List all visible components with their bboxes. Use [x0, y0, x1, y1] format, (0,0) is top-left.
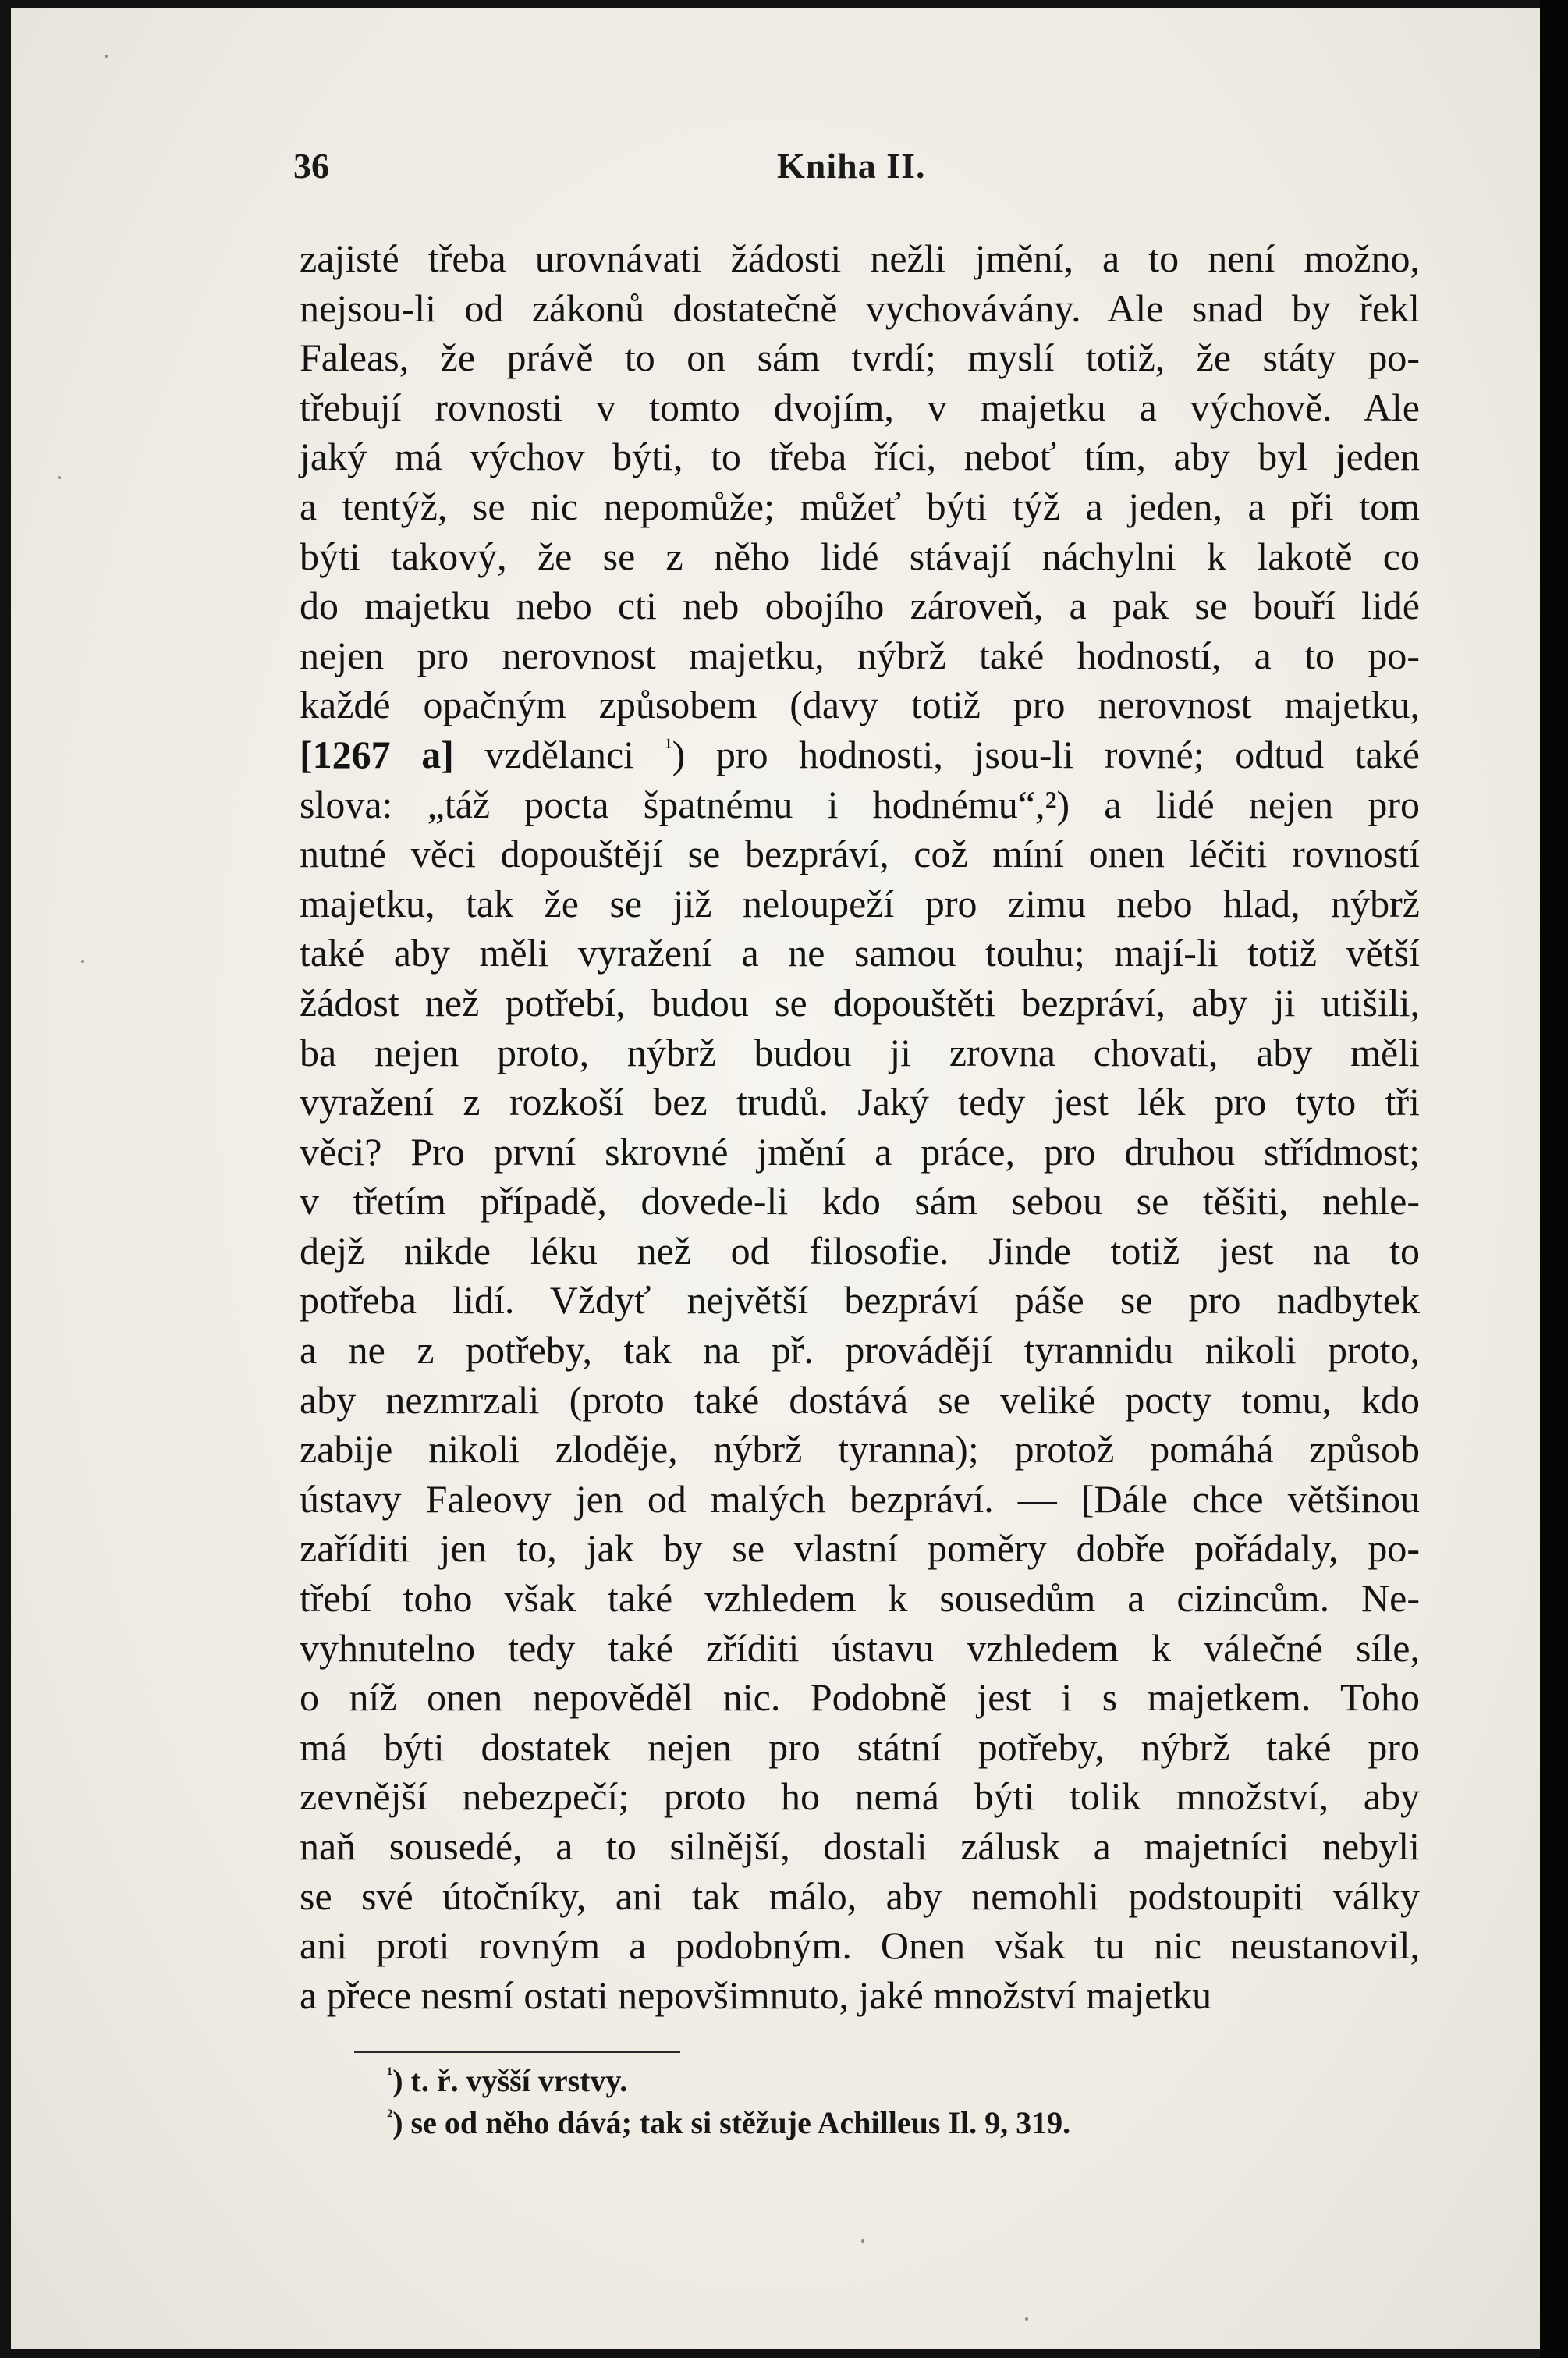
text-line: naň sousedé, a to silnější, dostali zálusk a majetníci nebyli	[300, 1824, 1420, 1868]
text-line: vyhnutelno tedy také zříditi ústavu vzhledem k válečné síle,	[300, 1625, 1420, 1670]
line-text: ) pro hodnosti, jsou-li rovné; odtud také	[672, 732, 1420, 776]
line-text: vzdělanci	[453, 732, 665, 776]
footnote-text: ) t. ř. vyšší vrstvy.	[392, 2063, 628, 2098]
scan-speck	[105, 55, 108, 58]
footnote-text: ) se od něho dává; tak si stěžuje Achilleus Il. 9, 319.	[392, 2105, 1071, 2140]
scan-speck	[58, 476, 61, 479]
text-line: a přece nesmí ostati nepovšimnuto, jaké množství majetku	[300, 1973, 1212, 2017]
footnote-mark: ²	[387, 2106, 393, 2127]
text-line: majetku, tak že se již neloupeží pro zimu nebo hlad, nýbrž	[300, 881, 1420, 925]
text-line: zabije nikoli zloděje, nýbrž tyranna); protož pomáhá způsob	[300, 1427, 1420, 1472]
footnote-mark: ¹	[387, 2064, 393, 2085]
scan-speck	[861, 2239, 864, 2243]
footnote-1	[387, 2060, 1401, 2102]
text-line: nejen pro nerovnost majetku, nýbrž také hodností, a to po-	[300, 633, 1420, 677]
text-line: také aby měli vyražení a ne samou touhu; mají-li totiž větší	[300, 931, 1420, 975]
text-line: dejž nikde léku než od filosofie. Jinde totiž jest na to	[300, 1228, 1420, 1273]
footnotes	[387, 2060, 1401, 2144]
text-line: zajisté třeba urovnávati žádosti nežli jmění, a to není možno,	[300, 236, 1420, 280]
text-line: býti takový, že se z něho lidé stávají náchylni k lakotě co	[300, 534, 1420, 578]
page-number: 36	[293, 146, 329, 186]
text-line: a tentýž, se nic nepomůže; můžeť býti týž a jeden, a při tom	[300, 484, 1420, 528]
text-line: žádost než potřebí, budou se dopouštěti bezpráví, aby ji utišili,	[300, 980, 1420, 1025]
text-line: ani proti rovným a podobným. Onen však tu nic neustanovil,	[300, 1923, 1420, 1968]
footnote-2	[387, 2102, 1401, 2144]
text-line: každé opačným způsobem (davy totiž pro nerovnost majetku,	[300, 683, 1420, 727]
text-line: a ne z potřeby, tak na př. provádějí tyrannidu nikoli proto,	[300, 1328, 1420, 1373]
scan-speck	[81, 960, 84, 963]
bekker-marginal-number: [1267 a]	[300, 732, 454, 776]
running-head	[11, 145, 1540, 192]
text-line: třebují rovnosti v tomto dvojím, v majetku a výchově. Ale	[300, 385, 1420, 429]
text-line: ba nejen proto, nýbrž budou ji zrovna chovati, aby měli	[300, 1030, 1420, 1074]
text-line-with-marginal	[300, 730, 1420, 780]
text-line: věci? Pro první skrovné jmění a práce, pro druhou střídmost;	[300, 1129, 1420, 1174]
text-line: o níž onen nepověděl nic. Podobně jest i s majetkem. Toho	[300, 1675, 1420, 1720]
footnote-rule	[354, 2051, 680, 2053]
text-line: se své útočníky, ani tak málo, aby nemohli podstoupiti války	[300, 1873, 1420, 1918]
text-line: aby nezmrzali (proto také dostává se veliké pocty tomu, kdo	[300, 1377, 1420, 1422]
text-line: slova: „táž pocta špatnému i hodnému“,²) a lidé nejen pro	[300, 782, 1420, 826]
book-title: Kniha II.	[777, 146, 926, 186]
text-line: třebí toho však také vzhledem k sousedům a cizincům. Ne-	[300, 1576, 1420, 1621]
text-line: nejsou-li od zákonů dostatečně vychovávány. Ale snad by řekl	[300, 286, 1420, 330]
text-line: potřeba lidí. Vždyť největší bezpráví páše se pro nadbytek	[300, 1278, 1420, 1323]
footnote-ref: ¹	[665, 733, 672, 760]
scan-right-edge	[1540, 0, 1568, 2358]
text-line: jaký má výchov býti, to třeba říci, neboť tím, aby byl jeden	[300, 435, 1420, 479]
text-line: má býti dostatek nejen pro státní potřeby, nýbrž také pro	[300, 1724, 1420, 1769]
book-page	[11, 8, 1540, 2349]
text-line: zevnější nebezpečí; proto ho nemá býti tolik množství, aby	[300, 1774, 1420, 1819]
text-line: vyražení z rozkoší bez trudů. Jaký tedy jest lék pro tyto tři	[300, 1080, 1420, 1124]
text-line: ústavy Faleovy jen od malých bezpráví. — [Dále chce většinou	[300, 1476, 1420, 1521]
body-text	[300, 234, 1420, 2020]
text-line: Faleas, že právě to on sám tvrdí; myslí totiž, že státy po-	[300, 336, 1420, 380]
text-line: zaříditi jen to, jak by se vlastní poměry dobře pořádaly, po-	[300, 1526, 1420, 1571]
scan-speck	[1025, 2317, 1028, 2321]
text-line: nutné věci dopouštějí se bezpráví, což míní onen léčiti rovností	[300, 832, 1420, 876]
text-line: v třetím případě, dovede-li kdo sám sebou se těšiti, nehle-	[300, 1179, 1420, 1223]
text-line: do majetku nebo cti neb obojího zároveň, a pak se bouří lidé	[300, 584, 1420, 628]
